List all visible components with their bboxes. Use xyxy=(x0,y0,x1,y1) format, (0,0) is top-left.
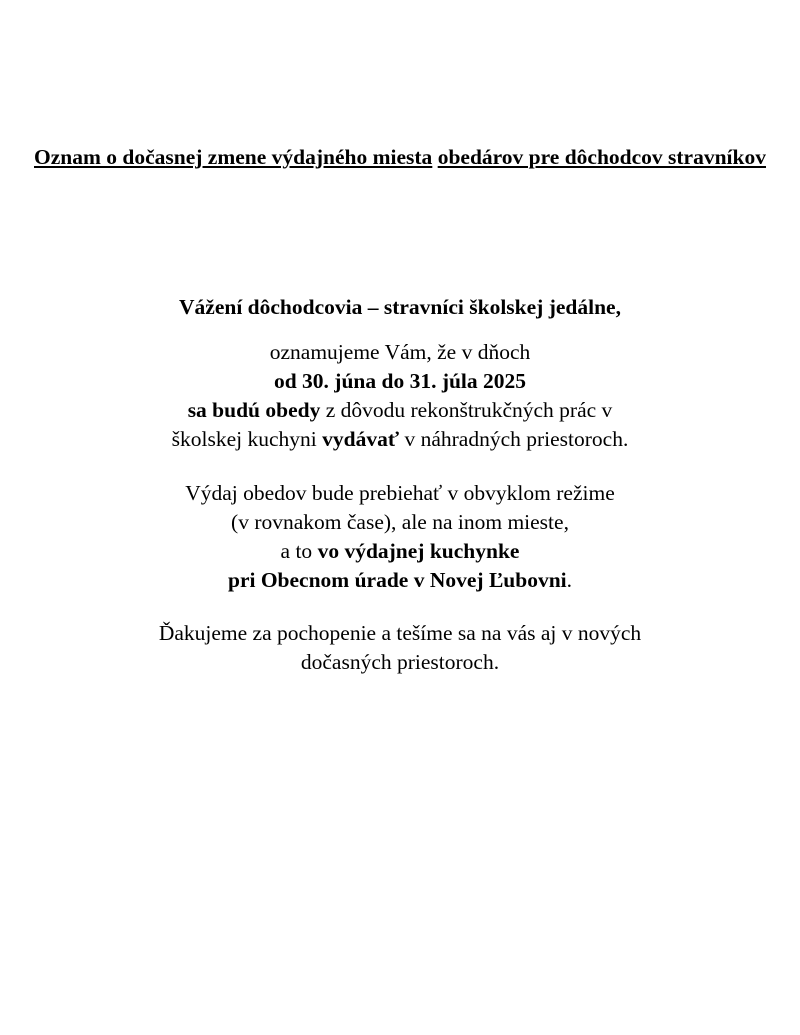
location-emphasis: vo výdajnej kuchynke xyxy=(317,539,520,563)
salutation: Vážení dôchodcovia – stravníci školskej jedálne, xyxy=(179,295,621,319)
notice-title-line-1: Oznam o dočasnej zmene výdajného miesta xyxy=(34,145,433,169)
paragraph-new-location xyxy=(0,479,800,595)
notice-title-line-2: obedárov pre dôchodcov stravníkov xyxy=(437,145,766,169)
paragraph-2-line-3: a to vo výdajnej kuchynke xyxy=(280,539,520,563)
date-range: od 30. júna do 31. júla 2025 xyxy=(273,369,527,393)
paragraph-1-line-2 xyxy=(0,367,800,396)
paragraph-2-line-4: pri Obecnom úrade v Novej Ľubovni. xyxy=(227,568,573,592)
paragraph-2-line-2: (v rovnakom čase), ale na inom mieste, xyxy=(231,510,569,534)
paragraph-thanks xyxy=(0,619,800,677)
paragraph-closure-dates xyxy=(0,338,800,454)
paragraph-3-line-1: Ďakujeme za pochopenie a tešíme sa na vás aj v nových xyxy=(158,621,642,645)
paragraph-1-line-1: oznamujeme Vám, že v dňoch xyxy=(269,340,531,364)
lunch-emphasis: sa budú obedy xyxy=(187,398,321,422)
paragraph-2-line-1: Výdaj obedov bude prebiehať v obvyklom režime xyxy=(185,481,615,505)
paragraph-1-line-3: sa budú obedy z dôvodu rekonštrukčných prác v xyxy=(187,398,613,422)
paragraph-1-line-4: školskej kuchyni vydávať v náhradných priestoroch. xyxy=(171,427,629,451)
office-location: pri Obecnom úrade v Novej Ľubovni xyxy=(227,568,567,592)
notice-title xyxy=(0,143,800,171)
distribute-emphasis: vydávať xyxy=(322,427,400,451)
paragraph-3-line-2: dočasných priestoroch. xyxy=(300,650,500,674)
